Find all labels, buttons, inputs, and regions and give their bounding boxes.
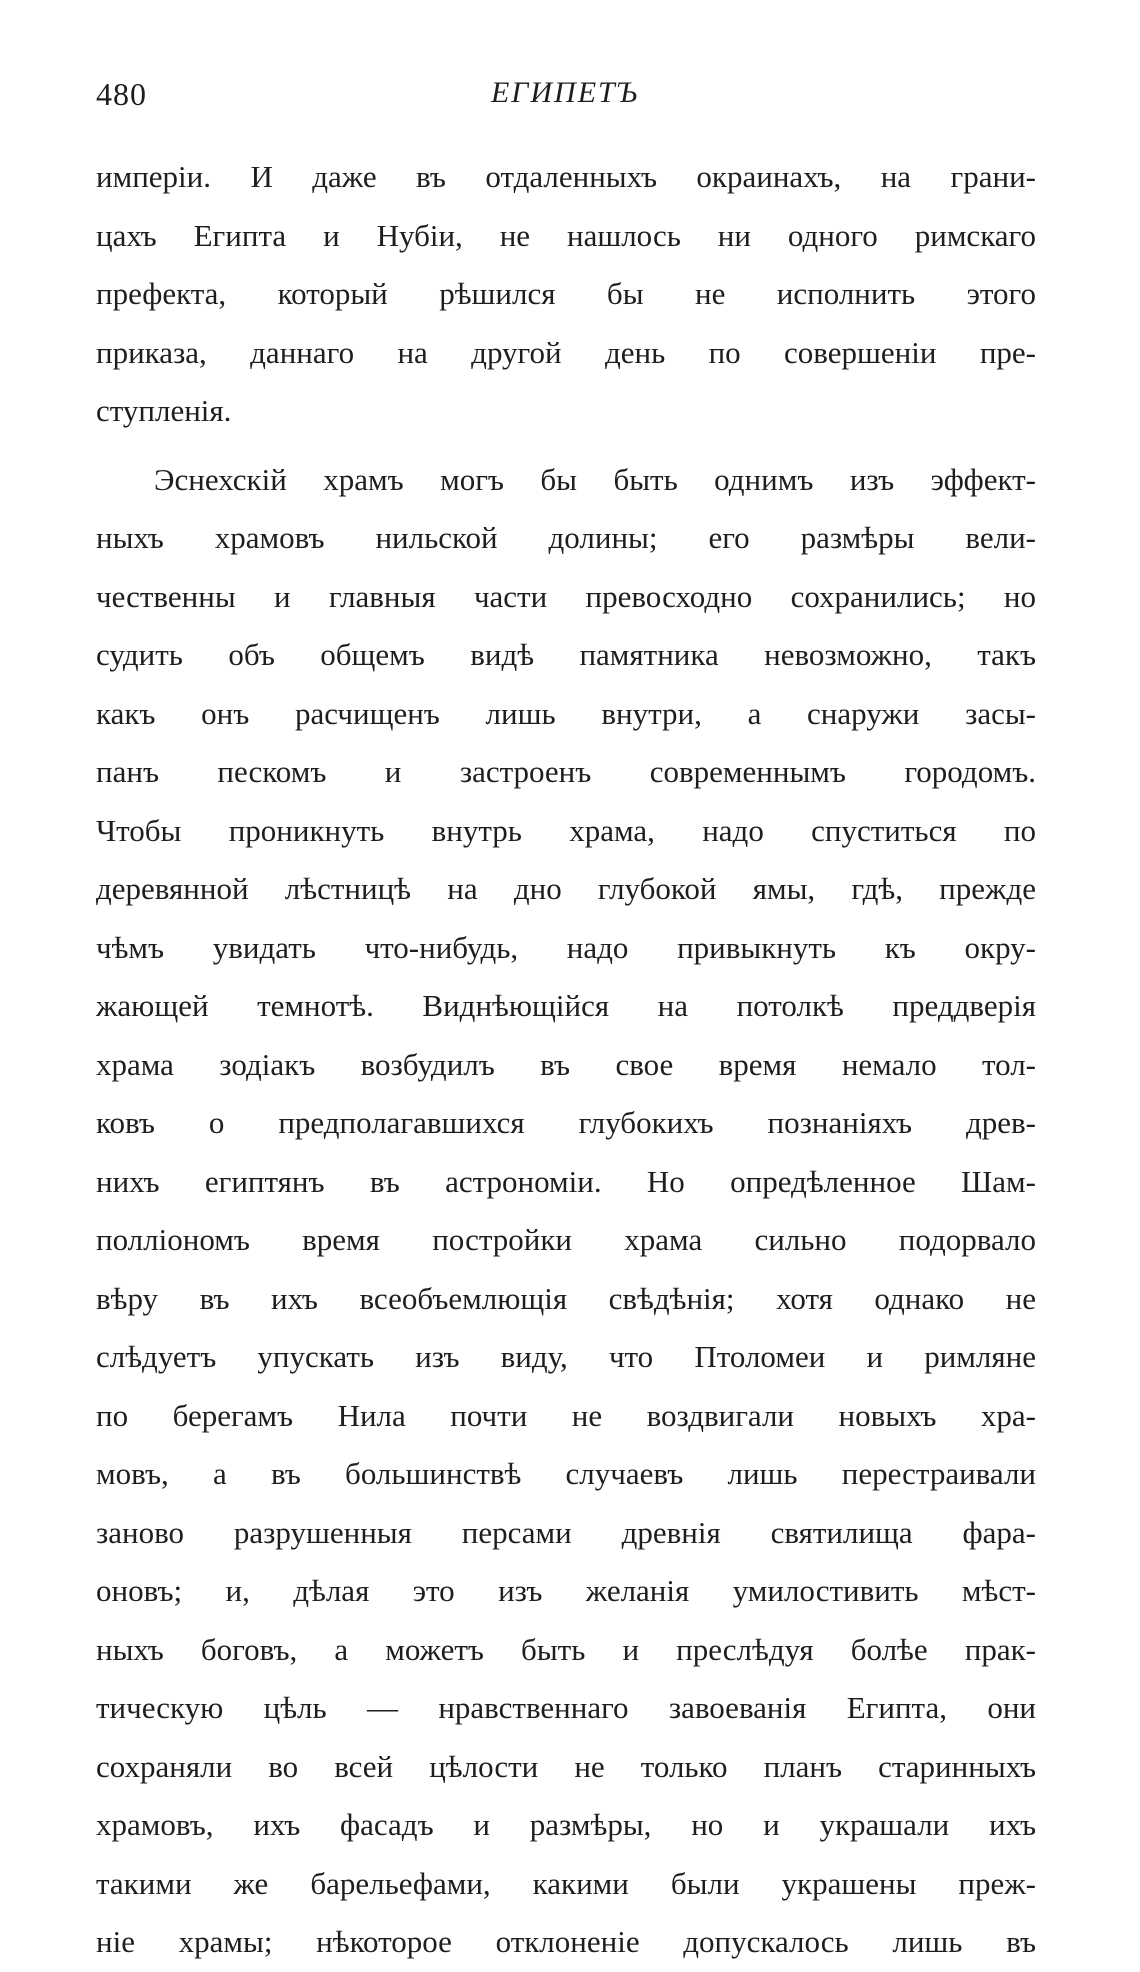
text-line: какъ онъ расчищенъ лишь внутри, а снаружи засы- [96,695,1036,731]
body-text [96,148,1036,1972]
text-line: полліономъ время постройки храма сильно подорвало [96,1222,1036,1257]
text-line: тическую цѣль — нравственнаго завоеванія Египта, они [96,1690,1036,1725]
text-line: чѣмъ увидать что-нибудь, надо привыкнуть къ окру- [96,929,1036,965]
text-line: по берегамъ Нила почти не воздвигали новыхъ хра- [96,1397,1036,1433]
text-line: мовъ, а въ большинствѣ случаевъ лишь перестраивали [96,1456,1036,1491]
text-line: приказа, даннаго на другой день по совершеніи пре- [96,334,1036,370]
text-line: деревянной лѣстницѣ на дно глубокой ямы, гдѣ, прежде [96,871,1036,906]
text-line: слѣдуетъ упускать изъ виду, что Птоломеи и римляне [96,1339,1036,1374]
running-title: ЕГИПЕТЪ [490,76,639,109]
text-line: Чтобы проникнуть внутрь храма, надо спуститься по [96,812,1036,848]
text-line: заново разрушенныя персами древнія святилища фара- [96,1514,1036,1550]
paragraph-gap [96,441,1036,451]
paragraph-2 [96,451,1036,1972]
text-line: префекта, который рѣшился бы не исполнить этого [96,276,1036,311]
text-line: ныхъ храмовъ нильской долины; его размѣры вели- [96,520,1036,555]
text-line: жающей темнотѣ. Виднѣющійся на потолкѣ преддверія [96,988,1036,1023]
text-line: вѣру въ ихъ всеобъемлющія свѣдѣнія; хотя однако не [96,1280,1036,1316]
text-line: храма зодіакъ возбудилъ въ свое время немало тол- [96,1046,1036,1082]
text-line: имперіи. И даже въ отдаленныхъ окраинахъ, на грани- [96,159,1036,194]
text-line: нихъ египтянъ въ астрономіи. Но опредѣленное Шам- [96,1163,1036,1199]
text-line: ніе храмы; нѣкоторое отклоненіе допускалось лишь въ [96,1924,1036,1959]
page-header [96,76,1034,126]
text-line: судить объ общемъ видѣ памятника невозможно, такъ [96,637,1036,672]
text-line: ковъ о предполагавшихся глубокихъ познаніяхъ древ- [96,1105,1036,1140]
text-line: чественны и главныя части превосходно сохранились; но [96,578,1036,614]
text-line: такими же барельефами, какими были украшены преж- [96,1865,1036,1901]
text-line: ступленія. [96,393,232,428]
text-line: ныхъ боговъ, а можетъ быть и преслѣдуя болѣе прак- [96,1631,1036,1667]
text-line: панъ пескомъ и застроенъ современнымъ городомъ. [96,754,1036,789]
text-line: оновъ; и, дѣлая это изъ желанія умилостивить мѣст- [96,1573,1036,1608]
text-line: храмовъ, ихъ фасадъ и размѣры, но и украшали ихъ [96,1807,1036,1842]
page-number: 480 [96,76,147,112]
text-line: Эснехскій храмъ могъ бы быть однимъ изъ эффект- [154,461,1036,497]
paragraph-1 [96,148,1036,441]
text-line: цахъ Египта и Нубіи, не нашлось ни одного римскаго [96,217,1036,253]
text-line: сохраняли во всей цѣлости не только планъ старинныхъ [96,1748,1036,1784]
